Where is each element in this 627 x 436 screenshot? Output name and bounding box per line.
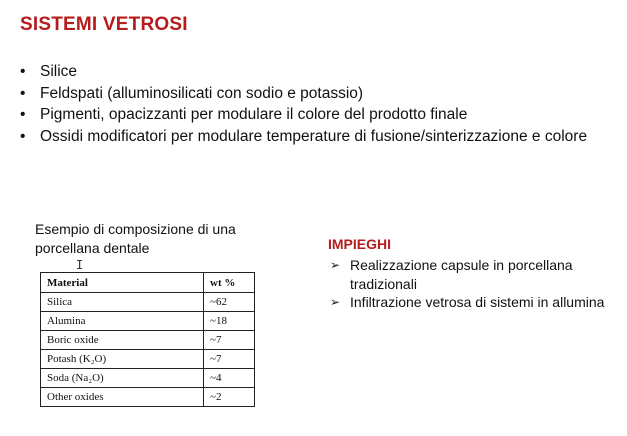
list-item-text: Silice bbox=[40, 63, 78, 80]
wt-cell: ~2 bbox=[204, 388, 255, 407]
list-item bbox=[20, 61, 620, 83]
uses-list bbox=[330, 256, 620, 312]
table-header-row bbox=[41, 273, 255, 293]
slide-title: SISTEMI VETROSI bbox=[20, 14, 188, 35]
uses-heading: IMPIEGHI bbox=[328, 236, 392, 252]
bullet-icon: • bbox=[20, 127, 26, 145]
material-cell: Silica bbox=[41, 293, 204, 312]
list-item bbox=[20, 104, 620, 126]
wt-cell: ~4 bbox=[204, 369, 255, 388]
table-row bbox=[41, 312, 255, 331]
text-cursor-icon: I bbox=[76, 258, 84, 272]
wt-cell: ~7 bbox=[204, 350, 255, 369]
wt-cell: ~62 bbox=[204, 293, 255, 312]
column-header-material: Material bbox=[41, 273, 204, 293]
material-cell: Potash (K₂O) bbox=[41, 350, 204, 369]
list-item bbox=[20, 83, 620, 105]
wt-cell: ~18 bbox=[204, 312, 255, 331]
material-cell: Boric oxide bbox=[41, 331, 204, 350]
list-item-text: Ossidi modificatori per modulare temperature di fusione/sinterizzazione e colore bbox=[40, 127, 588, 145]
table-row bbox=[41, 350, 255, 369]
material-cell: Soda (Na₂O) bbox=[41, 369, 204, 388]
arrow-bullet-icon: ➢ bbox=[330, 295, 341, 309]
list-item bbox=[20, 126, 620, 148]
bullet-icon: • bbox=[20, 63, 26, 80]
table-caption: Esempio di composizione di una porcellana dentale bbox=[35, 221, 236, 256]
list-item bbox=[330, 293, 620, 312]
table-row bbox=[41, 331, 255, 350]
list-item-text: Feldspati (alluminosilicati con sodio e potassio) bbox=[40, 84, 364, 102]
list-item-text: Infiltrazione vetrosa di sistemi in allumina bbox=[350, 294, 605, 310]
material-cell: Other oxides bbox=[41, 388, 204, 407]
material-cell: Alumina bbox=[41, 312, 204, 331]
wt-cell: ~7 bbox=[204, 331, 255, 350]
column-header-wt: wt % bbox=[204, 273, 255, 293]
table-row bbox=[41, 293, 255, 312]
list-item-text: Realizzazione capsule in porcellana tradizionali bbox=[350, 257, 573, 292]
arrow-bullet-icon: ➢ bbox=[330, 258, 341, 272]
bullet-icon: • bbox=[20, 84, 26, 102]
ingredients-list bbox=[20, 61, 620, 147]
bullet-icon: • bbox=[20, 106, 26, 123]
table-row bbox=[41, 369, 255, 388]
composition-table bbox=[40, 272, 255, 407]
table-row bbox=[41, 388, 255, 407]
list-item-text: Pigmenti, opacizzanti per modulare il colore del prodotto finale bbox=[40, 106, 468, 123]
list-item bbox=[330, 256, 620, 293]
